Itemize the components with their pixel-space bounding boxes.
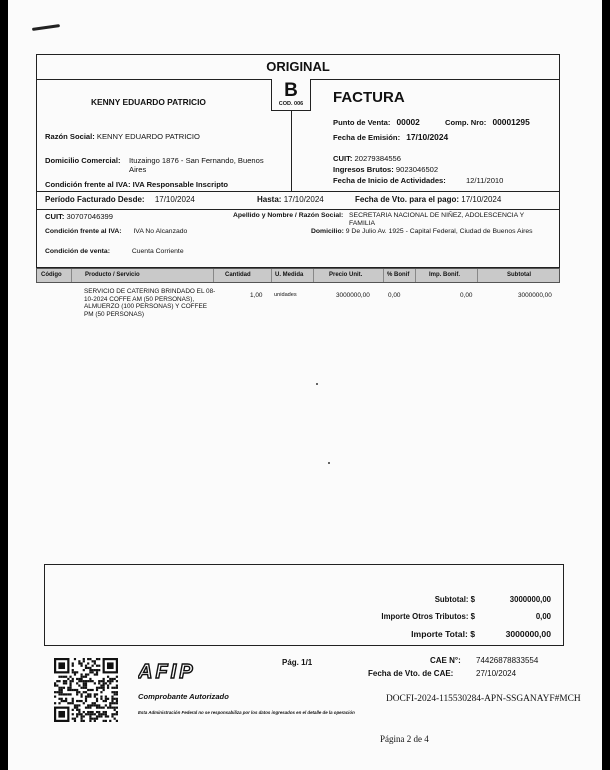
inicio-actividades-label: Fecha de Inicio de Actividades:	[333, 176, 446, 185]
comprobante-autorizado: Comprobante Autorizado	[138, 692, 229, 701]
totals-box	[44, 564, 564, 646]
comp-nro-label: Comp. Nro:	[445, 118, 487, 127]
issuer-razon-social	[45, 132, 200, 141]
page-counter: Página 2 de 4	[380, 734, 429, 744]
period-desde-value: 17/10/2024	[154, 195, 195, 204]
period-vto-value: 17/10/2024	[461, 195, 502, 204]
vto-cae-value: 27/10/2024	[476, 669, 517, 678]
invoice-footer	[44, 652, 604, 732]
client-domicilio	[311, 228, 533, 235]
speck	[328, 462, 330, 464]
ingresos-brutos-label: Ingresos Brutos:	[333, 165, 394, 174]
period-hasta-label: Hasta:	[257, 195, 282, 204]
invoice-letter: B	[284, 80, 298, 101]
client-iva-label: Condición frente al IVA:	[45, 228, 122, 235]
issuer-section	[37, 79, 292, 191]
client-venta-label: Condición de venta:	[45, 248, 110, 255]
period-hasta-value: 17/10/2024	[283, 195, 324, 204]
otros-tributos-label: Importe Otros Tributos: $	[381, 612, 475, 621]
disclaimer: Esta Administración Federal no se responsabiliza por los datos ingresados en el detalle de la operación	[138, 710, 355, 715]
col-divider	[271, 269, 272, 282]
total-value: 3000000,00	[505, 629, 551, 639]
fecha-emision-value: 17/10/2024	[406, 132, 449, 142]
item-precio: 3000000,00	[336, 292, 370, 299]
afip-logo	[138, 662, 242, 680]
fecha-emision-label: Fecha de Emisión:	[333, 133, 401, 142]
col-producto: Producto / Servicio	[85, 272, 140, 278]
item-subtotal: 3000000,00	[518, 292, 552, 299]
qr-code-icon	[54, 658, 118, 722]
client-iva-value: IVA No Alcanzado	[133, 228, 188, 235]
col-divider	[383, 269, 384, 282]
afip-logo-text: AFIP	[138, 662, 196, 680]
issuer-cuit	[333, 154, 401, 163]
client-cuit-value: 30707046399	[66, 212, 113, 221]
client-cuit	[45, 212, 113, 221]
otros-tributos-value: 0,00	[535, 612, 551, 621]
pen-mark	[32, 24, 60, 31]
col-cantidad: Cantidad	[225, 272, 251, 278]
punto-venta	[333, 117, 420, 127]
punto-venta-value: 00002	[396, 117, 420, 127]
fecha-emision	[333, 132, 448, 142]
client-venta-value: Cuenta Corriente	[131, 248, 184, 255]
item-cantidad: 1,00	[250, 292, 263, 299]
col-divider	[71, 269, 72, 282]
razon-social-label: Razón Social:	[45, 132, 95, 141]
client-iva	[45, 228, 187, 235]
col-divider	[477, 269, 478, 282]
col-subtotal: Subtotal	[507, 272, 531, 278]
inicio-actividades	[333, 176, 503, 185]
item-description: SERVICIO DE CATERING BRINDADO EL 08-10-2024 COFFE AM (50 PERSONAS), ALMUERZO (100 PERSONAS) Y COFFEE PM (50 PERSONAS)	[84, 288, 216, 318]
col-precio: Precio Unit.	[329, 272, 363, 278]
domicilio-value: Ituzaingo 1876 - San Fernando, Buenos Aires	[129, 156, 264, 174]
subtotal-label: Subtotal: $	[434, 595, 475, 604]
item-medida: unidades	[274, 292, 297, 298]
speck	[316, 383, 318, 385]
client-name-line1: SECRETARIA NACIONAL DE NIÑEZ, ADOLESCENCIA Y	[349, 212, 525, 219]
col-medida: U. Medida	[275, 272, 304, 278]
ingresos-brutos	[333, 165, 438, 174]
period-desde-label: Período Facturado Desde:	[45, 195, 145, 204]
invoice-type-box	[271, 79, 311, 111]
ingresos-brutos-value: 9023046502	[395, 165, 439, 174]
domicilio-label: Domicilio Comercial:	[45, 156, 121, 165]
invoice-header-box	[36, 54, 560, 268]
items-table-header	[36, 268, 560, 283]
period-vto	[355, 195, 501, 204]
client-cuit-label: CUIT:	[45, 212, 65, 221]
document-page	[8, 0, 602, 770]
period-hasta	[257, 195, 324, 204]
invoice-details	[291, 79, 561, 191]
item-bonif-pct: 0,00	[388, 292, 401, 299]
total-label: Importe Total: $	[411, 629, 475, 639]
col-divider	[213, 269, 214, 282]
comp-nro	[445, 117, 530, 127]
table-row	[36, 288, 560, 338]
punto-venta-label: Punto de Venta:	[333, 118, 391, 127]
client-name-line2: FAMILIA	[349, 220, 376, 227]
client-domicilio-value: 9 De Julio Av. 1925 - Capital Federal, Ciudad de Buenos Aires	[345, 228, 533, 235]
cae-value: 74426878833554	[476, 656, 539, 665]
col-bonif-pct: % Bonif	[387, 272, 410, 278]
issuer-iva	[45, 180, 228, 189]
original-label: ORIGINAL	[37, 55, 559, 80]
invoice-title: FACTURA	[333, 89, 405, 106]
period-vto-label: Fecha de Vto. para el pago:	[355, 195, 460, 204]
client-domicilio-label: Domicilio:	[311, 228, 344, 235]
cae-label: CAE N°:	[430, 656, 461, 665]
razon-social-value: KENNY EDUARDO PATRICIO	[96, 132, 200, 141]
page-number: Pág. 1/1	[282, 658, 313, 667]
comp-nro-value: 00001295	[492, 117, 530, 127]
client-section	[37, 208, 559, 268]
item-imp-bonif: 0,00	[460, 292, 473, 299]
cuit-value: 20279384556	[354, 154, 401, 163]
document-reference: DOCFI-2024-115530284-APN-SSGANAYF#MCH	[386, 694, 581, 704]
col-imp-bonif: Imp. Bonif.	[429, 272, 460, 278]
inicio-actividades-value: 12/11/2010	[465, 176, 504, 185]
subtotal-value: 3000000,00	[509, 595, 551, 604]
iva-value: IVA Responsable Inscripto	[132, 180, 229, 189]
iva-label: Condición frente al IVA:	[45, 180, 131, 189]
cuit-label: CUIT:	[333, 154, 353, 163]
client-venta	[45, 248, 184, 255]
col-divider	[415, 269, 416, 282]
vto-cae-label: Fecha de Vto. de CAE:	[368, 669, 454, 678]
col-codigo: Código	[41, 272, 62, 278]
invoice-code: COD. 006	[278, 101, 304, 107]
period-desde	[45, 195, 195, 204]
col-divider	[313, 269, 314, 282]
client-name-label: Apellido y Nombre / Razón Social:	[233, 212, 344, 219]
issuer-name: KENNY EDUARDO PATRICIO	[91, 97, 206, 107]
